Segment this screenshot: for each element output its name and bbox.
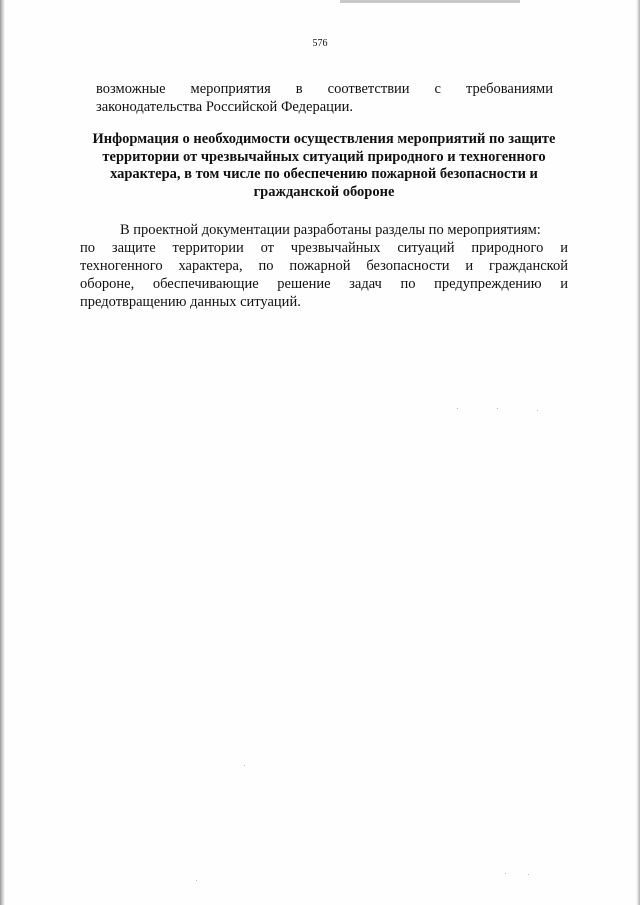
scan-edge-right	[636, 0, 640, 905]
paragraph-line: В проектной документации разработаны разделы по мероприятиям:	[120, 222, 541, 238]
scan-speck	[196, 880, 197, 881]
paragraph-line: техногенного характера, по пожарной безопасности и гражданской	[80, 258, 568, 274]
scan-edge-left	[0, 0, 5, 905]
scan-speck	[497, 408, 498, 409]
heading-line: гражданской обороне	[253, 183, 395, 200]
heading-line: Информация о необходимости осуществления мероприятий по защите	[92, 131, 556, 147]
paragraph-line: по защите территории от чрезвычайных ситуаций природного и	[80, 240, 568, 256]
scan-speck	[528, 874, 529, 875]
paragraph-body	[80, 221, 568, 311]
paragraph-line: возможные мероприятия в соответствии с требованиями	[96, 81, 553, 97]
section-heading	[80, 131, 568, 201]
scan-speck	[505, 873, 506, 874]
heading-line: характера, в том числе по обеспечению пожарной безопасности и	[110, 166, 538, 182]
heading-line: территории от чрезвычайных ситуаций природного и техногенного	[102, 148, 546, 165]
scan-speck	[537, 410, 538, 411]
page-number: 576	[312, 38, 328, 49]
scan-speck	[244, 765, 245, 766]
scan-speck	[457, 408, 458, 409]
paragraph-line: обороне, обеспечивающие решение задач по предупреждению и	[80, 276, 568, 292]
paragraph-continuation	[96, 80, 553, 116]
paragraph-line: предотвращению данных ситуаций.	[80, 294, 301, 310]
scan-edge-top	[340, 0, 520, 3]
paragraph-line: законодательства Российской Федерации.	[96, 99, 354, 115]
